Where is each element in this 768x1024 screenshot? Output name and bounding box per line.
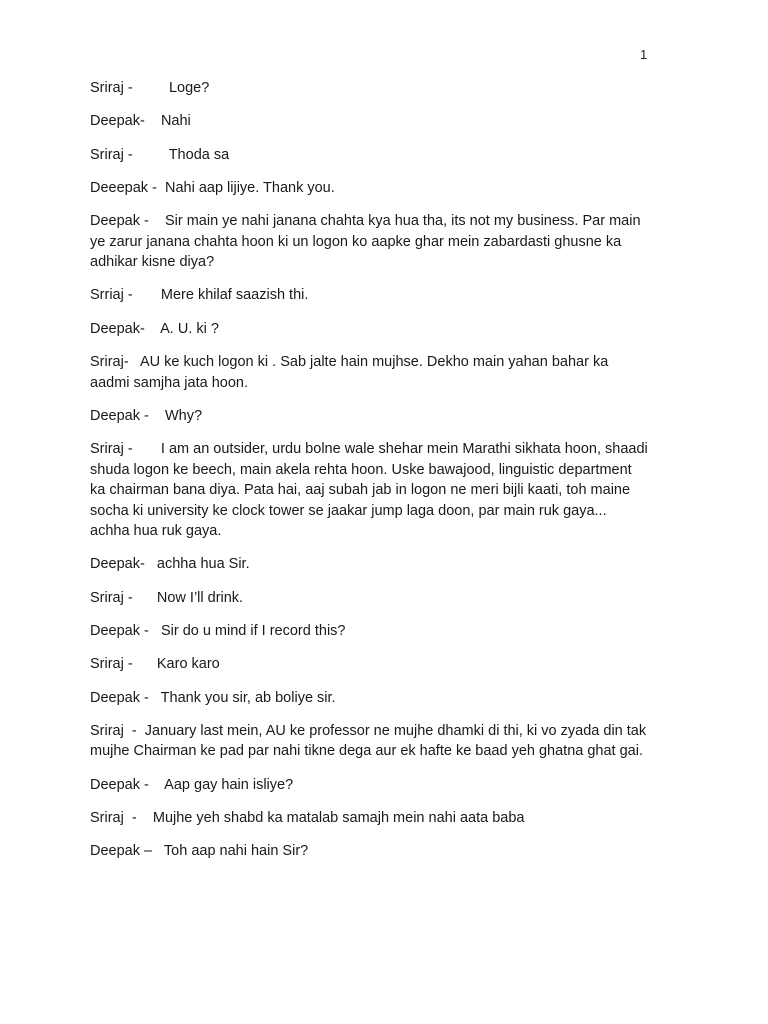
dialogue-line <box>90 211 650 273</box>
speaker-name: Deepak - <box>90 407 149 424</box>
speaker-name: Deepak – <box>90 843 153 860</box>
speech-text: achha hua Sir. <box>156 556 250 573</box>
speaker-name: Sriraj - <box>90 589 133 606</box>
speech-text: Nahi aap lijiye. Thank you. <box>164 179 335 196</box>
speaker-name: Sriraj- <box>90 354 129 371</box>
speech-text: A. U. ki ? <box>160 320 219 337</box>
speaker-name: Sriraj - <box>90 722 137 739</box>
speaker-name: Sriraj - <box>90 441 133 458</box>
speech-text: Sir main ye nahi janana chahta kya hua tha, its not my business. Par main ye zarur janana chahta hoon ki un logon ko aapke ghar mein zabardasti ghusne ka adhikar kisne diya? <box>90 213 641 271</box>
speaker-name: Deeepak - <box>90 179 157 196</box>
dialogue-line <box>90 178 650 199</box>
speaker-name: Deepak - <box>90 776 149 793</box>
dialogue-line <box>90 554 650 575</box>
dialogue-line <box>90 78 650 99</box>
speaker-name: Sriraj - <box>90 656 133 673</box>
speaker-name: Sriraj - <box>90 810 137 827</box>
dialogue-script <box>90 78 650 875</box>
dialogue-line <box>90 285 650 306</box>
speaker-name: Deepak- <box>90 113 145 130</box>
speech-text: Mujhe yeh shabd ka matalab samajh mein nahi aata baba <box>152 810 525 827</box>
speech-text: Thank you sir, ab boliye sir. <box>160 689 336 706</box>
dialogue-line <box>90 111 650 132</box>
speaker-name: Sriraj - <box>90 80 133 96</box>
dialogue-line <box>90 439 650 542</box>
speech-text: Toh aap nahi hain Sir? <box>163 843 309 860</box>
speaker-name: Deepak - <box>90 689 149 706</box>
dialogue-line <box>90 654 650 675</box>
dialogue-line <box>90 406 650 427</box>
speech-text: I am an outsider, urdu bolne wale shehar mein Marathi sikhata hoon, shaadi shuda logon ke beech, main akela rehta hoon. Uske bawajood, linguistic department ka chairman bana diya. Pata hai, aaj subah jab in logon ne meri bijli kaati, toh maine socha ki university ke clock tower se jaakar jump laga doon, par main ruk gaya... achha hua ruk gaya. <box>90 441 648 540</box>
dialogue-line <box>90 775 650 796</box>
speech-text: Sir do u mind if I record this? <box>160 623 346 640</box>
dialogue-line <box>90 319 650 340</box>
speaker-name: Deepak- <box>90 320 145 337</box>
dialogue-line <box>90 721 650 762</box>
speaker-name: Deepak - <box>90 623 149 640</box>
speech-text: January last mein, AU ke professor ne mujhe dhamki di thi, ki vo zyada din tak mujhe Chairman ke pad par nahi tikne dega aur ek hafte ke baad yeh ghatna ghat gai. <box>90 722 647 760</box>
speaker-name: Deepak - <box>90 213 149 230</box>
page-number: 1 <box>640 47 648 62</box>
speech-text: Aap gay hain isliye? <box>164 776 294 793</box>
speaker-name: Srriaj - <box>90 287 133 304</box>
speech-text: Nahi <box>160 113 191 130</box>
dialogue-line <box>90 588 650 609</box>
speech-text: AU ke kuch logon ki . Sab jalte hain mujhse. Dekho main yahan bahar ka aadmi samjha jata hoon. <box>90 354 609 391</box>
dialogue-line <box>90 808 650 829</box>
dialogue-line <box>90 621 650 642</box>
speech-text: Mere khilaf saazish thi. <box>160 287 309 304</box>
dialogue-line <box>90 352 650 393</box>
speaker-name: Sriraj - <box>90 146 133 163</box>
speech-text: Now I’ll drink. <box>156 589 244 606</box>
dialogue-line <box>90 145 650 166</box>
speech-text: Thoda sa <box>168 146 230 163</box>
speech-text: Karo karo <box>156 656 220 673</box>
dialogue-line <box>90 688 650 709</box>
speaker-name: Deepak- <box>90 556 145 573</box>
speech-text: Loge? <box>168 80 210 96</box>
dialogue-line <box>90 841 650 862</box>
speech-text: Why? <box>164 407 203 424</box>
